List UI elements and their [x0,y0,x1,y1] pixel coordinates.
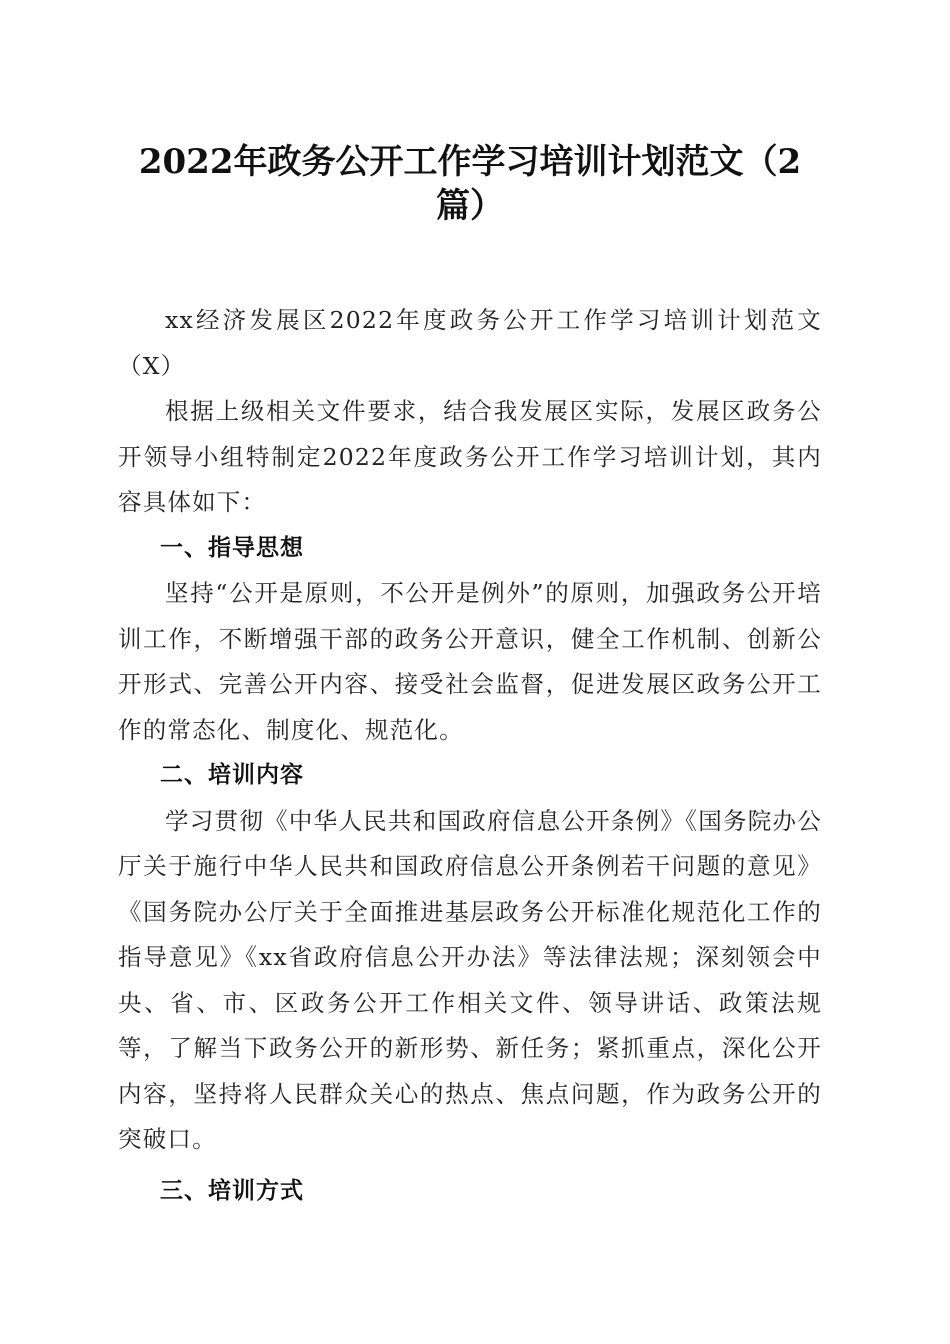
section-heading-training-content: 二、培训内容 [160,762,304,788]
document-title: 2022年政务公开工作学习培训计划范文（2篇） [138,142,802,226]
section-heading-training-method: 三、培训方式 [160,1177,304,1204]
subtitle-paragraph: xx经济发展区2022年度政务公开工作学习培训计划范文（X） [118,306,822,380]
section-heading-guiding-ideology: 一、指导思想 [160,534,304,561]
intro-paragraph: 根据上级相关文件要求，结合我发展区实际，发展区政务公开领导小组特制定2022年度政务公开工作学习培训计划，其内容具体如下： [118,397,822,516]
section-body-training-content: 学习贯彻《中华人民共和国政府信息公开条例》《国务院办公厅关于施行中华人民共和国政府信息公开条例若干问题的意见》《国务院办公厅关于全面推进基层政务公开标准化规范化工作的指导意见》《xx省政府信息公开办法》等法律法规；深刻领会中央、省、市、区政务公开工作相关文件、领导讲话、政策法规等，了解当下政务公开的新形势、新任务；紧抓重点，深化公开内容，坚持将人民群众关心的热点、焦点问题，作为政务公开的突破口。 [118,806,822,1153]
section-body-guiding-ideology: 坚持“公开是原则，不公开是例外”的原则，加强政务公开培训工作，不断增强干部的政务公开意识，健全工作机制、创新公开形式、完善公开内容、接受社会监督，促进发展区政务公开工作的常态化、制度化、规范化。 [118,579,822,744]
